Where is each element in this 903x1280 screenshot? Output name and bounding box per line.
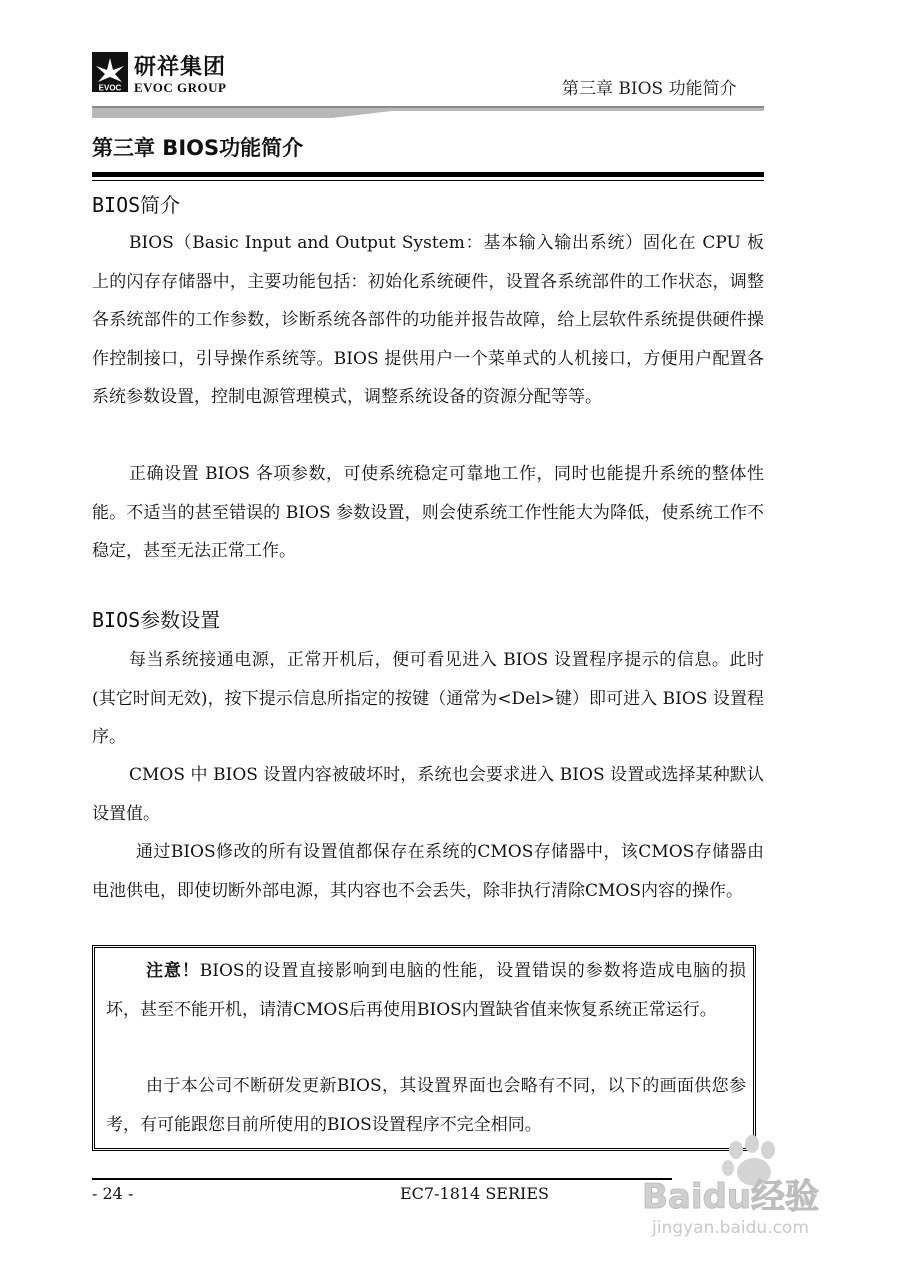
paragraph: 每当系统接通电源，正常开机后，便可看见进入 BIOS 设置程序提示的信息。此时(其它时间无效)，按下提示信息所指定的按键（通常为<Del>键）即可进入 BIOS 设置程序。 [92,650,764,748]
notice-label: 注意！ [146,961,200,981]
footer-rule [92,1178,672,1180]
section-heading-bios-settings: BIOS参数设置 [92,608,221,632]
logo-badge-text: EVOC [98,83,122,92]
paragraph: 通过BIOS修改的所有设置值都保存在系统的CMOS存储器中，该CMOS存储器由电池供电，即使切断外部电源，其内容也不会丢失，除非执行清除CMOS内容的操作。 [92,842,764,901]
notice-text: BIOS的设置直接影响到电脑的性能，设置错误的参数将造成电脑的损坏，甚至不能开机，请清CMOS后再使用BIOS内置缺省值来恢复系统正常运行。 [106,961,746,1020]
page-number: - 24 - [92,1184,134,1203]
paragraph: 正确设置 BIOS 各项参数，可使系统稳定可靠地工作，同时也能提升系统的整体性能。不适当的甚至错误的 BIOS 参数设置，则会使系统工作性能大为降低，使系统工作不稳定，甚至无法正常工作。 [92,464,764,562]
chapter-rule [92,172,764,177]
chapter-rule-thin [92,180,764,181]
watermark-brand: Baidu经验 [642,1177,820,1217]
header-divider [92,106,764,118]
notice-paragraph [106,952,746,1029]
company-name-cn: 研祥集团 [134,55,227,80]
paragraph: CMOS 中 BIOS 设置内容被破坏时，系统也会要求进入 BIOS 设置或选择某种默认设置值。 [92,765,764,824]
paragraph: BIOS（Basic Input and Output System：基本输入输出系统）固化在 CPU 板上的闪存存储器中，主要功能包括：初始化系统硬件，设置各系统部件的工作状态，调整各系统部件的工作参数，诊断系统各部件的功能并报告故障，给上层软件系统提供硬件操作控制接口，引导操作系统等。BIOS 提供用户一个菜单式的人机接口，方便用户配置各系统参数设置，控制电源管理模式，调整系统设备的资源分配等等。 [92,233,764,408]
notice-paragraph-2: 由于本公司不断研发更新BIOS，其设置界面也会略有不同，以下的画面供您参考，有可能跟您目前所使用的BIOS设置程序不完全相同。 [106,1076,746,1135]
chapter-title: 第三章 BIOS功能简介 [92,136,304,160]
section-heading-bios-intro: BIOS简介 [92,193,181,217]
evoc-logo-mark [92,52,128,92]
model-series: EC7-1814 SERIES [400,1184,549,1203]
company-name-en: EVOC GROUP [134,80,227,95]
watermark-url: jingyan.baidu.com [652,1218,809,1238]
header-chapter-label: 第三章 BIOS 功能简介 [562,79,737,99]
